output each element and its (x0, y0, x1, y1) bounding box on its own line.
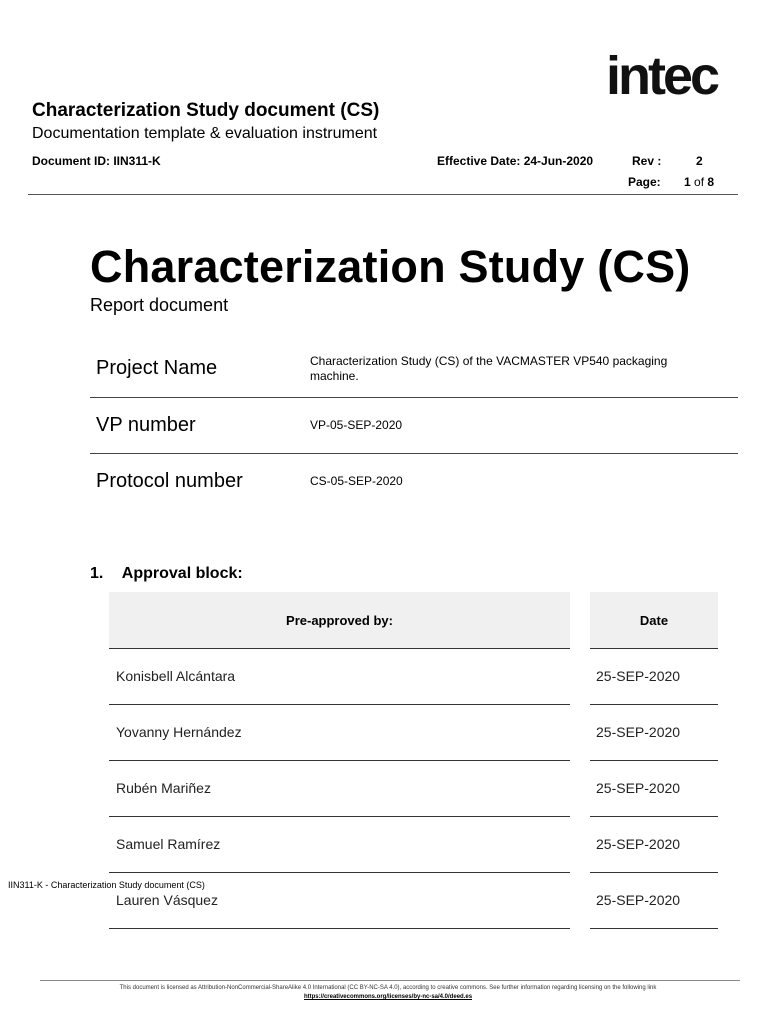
vp-number-label: VP number (96, 414, 196, 436)
row-divider (109, 704, 570, 705)
document-id: Document ID: IIN311-K (32, 154, 161, 168)
license-notice (48, 984, 728, 1002)
footer-doc-reference: IIN311-K - Characterization Study document (CS) (8, 880, 205, 890)
approver-name: Rubén Mariñez (116, 780, 211, 796)
approval-section-heading (90, 565, 243, 583)
section-number: 1. (90, 565, 104, 582)
approver-name: Konisbell Alcántara (116, 668, 236, 684)
effective-date: Effective Date: 24-Jun-2020 (437, 154, 594, 168)
protocol-number-label: Protocol number (96, 470, 243, 492)
info-divider (90, 397, 738, 398)
row-divider (109, 648, 570, 649)
approval-date: 25-SEP-2020 (596, 836, 681, 852)
header-doc-subtitle: Documentation template & evaluation instrument (32, 125, 378, 142)
approver-name: Samuel Ramírez (116, 836, 221, 852)
section-title: Approval block: (121, 565, 243, 582)
header-doc-title: Characterization Study document (CS) (32, 100, 380, 121)
row-divider (590, 872, 718, 873)
header-divider (28, 194, 738, 195)
page-current: 1 (684, 175, 691, 189)
approval-date: 25-SEP-2020 (596, 668, 681, 684)
page-total: 8 (707, 175, 715, 189)
page-subtitle: Report document (90, 295, 229, 315)
license-text: This document is licensed as Attribution-NonCommercial-ShareAlike 4.0 International (CC BY-NC-SA 4.0), according to creative commons. See further information regarding licensing on the following link (119, 985, 657, 991)
row-divider (109, 872, 570, 873)
approval-date: 25-SEP-2020 (596, 780, 681, 796)
rev-label: Rev : (632, 154, 662, 168)
info-divider (90, 453, 738, 454)
page-of: of (694, 175, 705, 189)
intec-logo: intec (606, 46, 718, 106)
rev-value: 2 (696, 154, 703, 168)
vp-number-value: VP-05-SEP-2020 (310, 418, 403, 432)
page-title: Characterization Study (CS) (90, 241, 691, 292)
column-header-date: Date (590, 592, 718, 648)
page-label: Page: (628, 175, 661, 189)
row-divider (590, 928, 718, 929)
row-divider (590, 760, 718, 761)
approval-date: 25-SEP-2020 (596, 724, 681, 740)
footer-divider (40, 980, 740, 981)
approver-name: Yovanny Hernández (116, 724, 242, 740)
row-divider (109, 928, 570, 929)
project-name-value: Characterization Study (CS) of the VACMASTER VP540 packaging machine. (310, 354, 668, 383)
approver-name: Lauren Vásquez (116, 892, 218, 908)
license-link[interactable]: https://creativecommons.org/licenses/by-nc-sa/4.0/deed.es (303, 994, 473, 1000)
column-header-name: Pre-approved by: (109, 592, 570, 648)
approval-date: 25-SEP-2020 (596, 892, 681, 908)
protocol-number-value: CS-05-SEP-2020 (310, 474, 403, 488)
row-divider (590, 704, 718, 705)
project-name-label: Project Name (96, 357, 218, 379)
row-divider (590, 816, 718, 817)
row-divider (590, 648, 718, 649)
page-indicator (684, 175, 714, 189)
row-divider (109, 816, 570, 817)
row-divider (109, 760, 570, 761)
